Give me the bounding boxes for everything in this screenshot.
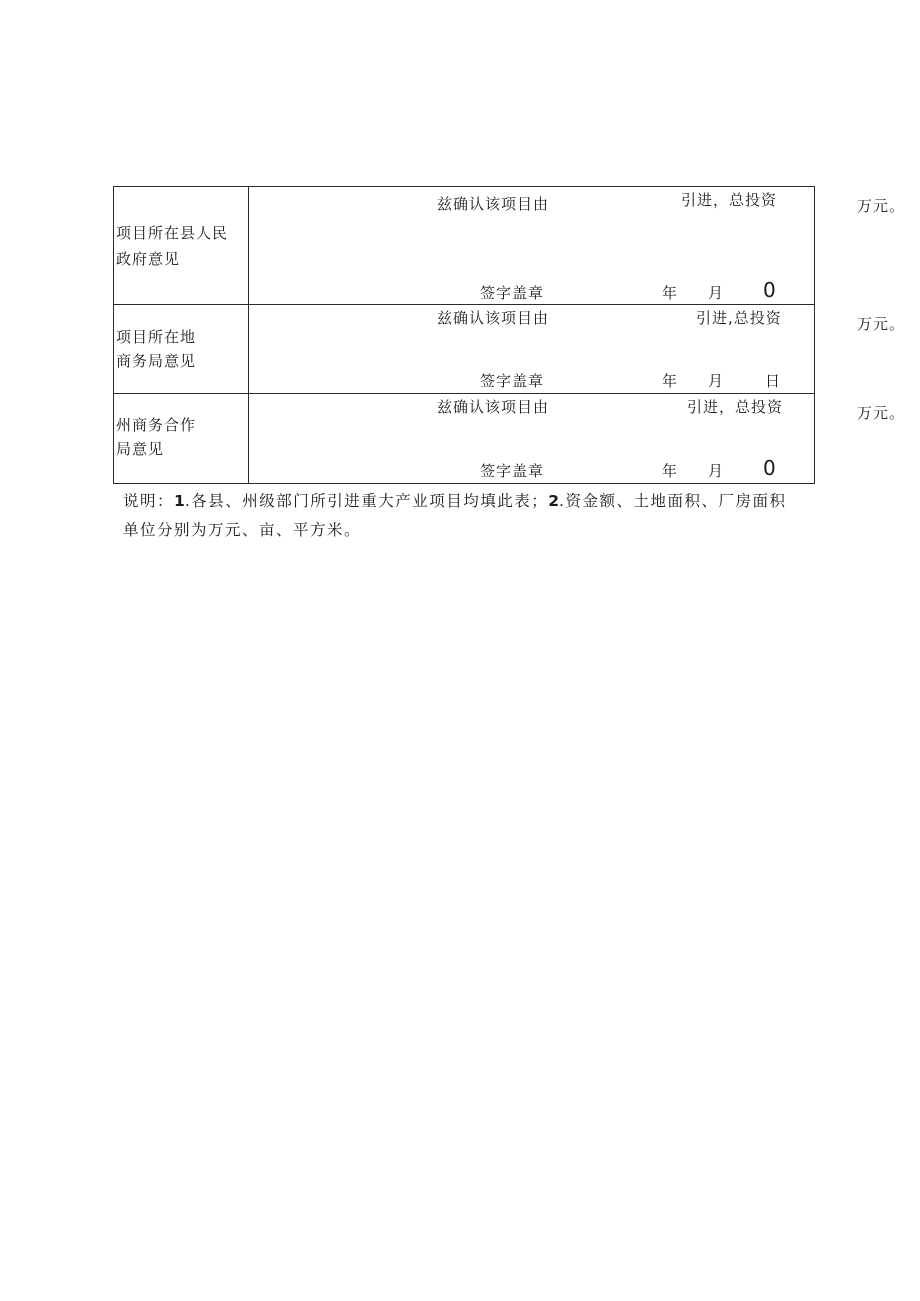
unit-text: 万元。 bbox=[857, 197, 906, 215]
row-label-line: 项目所在地 bbox=[116, 328, 197, 346]
opinion-form-table bbox=[113, 186, 906, 484]
note-item-text: .各县、州级部门所引进重大产业项目均填此表； bbox=[184, 492, 549, 510]
row-label bbox=[116, 325, 196, 373]
row-label bbox=[116, 413, 196, 461]
row-label-line: 政府意见 bbox=[116, 250, 181, 268]
row-label-line: 州商务合作 bbox=[116, 416, 197, 434]
table-row bbox=[114, 187, 815, 305]
row-label-line: 商务局意见 bbox=[116, 352, 197, 370]
confirm-text: 兹确认该项目由 bbox=[437, 398, 550, 416]
unit-text: 万元。 bbox=[857, 404, 906, 422]
introduced-text: 引进，总投资 bbox=[687, 398, 784, 416]
note-item-number: 1 bbox=[174, 492, 185, 510]
opinion-cell bbox=[249, 187, 906, 305]
day-text: 0 bbox=[763, 456, 776, 480]
row-label-line: 项目所在县人民 bbox=[116, 224, 229, 242]
row-label bbox=[116, 220, 228, 272]
note-paragraph bbox=[123, 487, 803, 545]
sign-stamp-text: 签字盖章 bbox=[480, 462, 545, 480]
day-text: 0 bbox=[763, 278, 776, 302]
unit-text: 万元。 bbox=[857, 315, 906, 333]
day-text: 日 bbox=[765, 372, 782, 390]
year-text: 年 bbox=[662, 372, 679, 390]
confirm-text: 兹确认该项目由 bbox=[437, 195, 550, 213]
row-label-cell bbox=[114, 187, 249, 305]
month-text: 月 bbox=[708, 284, 725, 302]
row-label-line: 局意见 bbox=[116, 440, 165, 458]
month-text: 月 bbox=[708, 372, 725, 390]
row-label-cell bbox=[114, 394, 249, 484]
note-item-text: .资金额、土地面积、厂房面积单位分别为万元、亩、平方米。 bbox=[123, 492, 787, 539]
row-label-cell bbox=[114, 305, 249, 394]
opinion-cell bbox=[249, 394, 906, 484]
note-item-number: 2 bbox=[548, 492, 560, 510]
table-row bbox=[114, 305, 815, 394]
year-text: 年 bbox=[662, 462, 679, 480]
introduced-text: 引进，总投资 bbox=[681, 191, 778, 209]
introduced-text: 引进,总投资 bbox=[696, 309, 782, 327]
month-text: 月 bbox=[708, 462, 725, 480]
note-prefix: 说明： bbox=[123, 492, 175, 510]
year-text: 年 bbox=[662, 284, 679, 302]
sign-stamp-text: 签字盖章 bbox=[480, 284, 545, 302]
table-row bbox=[114, 394, 815, 484]
confirm-text: 兹确认该项目由 bbox=[437, 309, 550, 327]
sign-stamp-text: 签字盖章 bbox=[480, 372, 545, 390]
opinion-cell bbox=[249, 305, 906, 394]
